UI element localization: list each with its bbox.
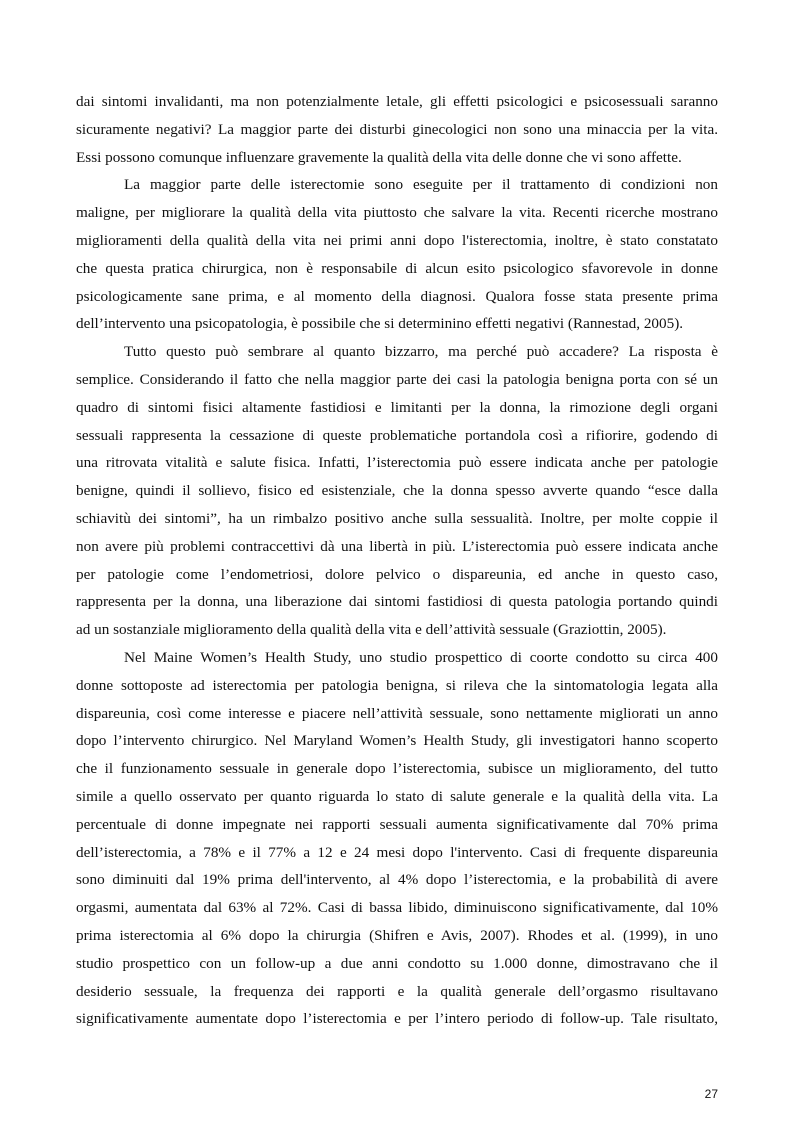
text-line: dispareunia, così come interesse e piacere nell’attività sessuale, sono nettamente migliorati un anno — [76, 704, 718, 722]
text-line: percentuale di donne impegnate nei rapporti sessuali aumenta significativamente dal 70% prima — [76, 815, 718, 833]
text-line: che il funzionamento sessuale in generale dopo l’isterectomia, subisce un miglioramento, del tutto — [76, 760, 718, 778]
text-line: una ritrovata vitalità e salute fisica. Infatti, l’isterectomia può essere indicata anche per patologie — [76, 454, 718, 472]
text-line: psicologicamente sane prima, e al momento della diagnosi. Qualora fosse stata presente prima — [76, 287, 718, 305]
text-line: Nel Maine Women’s Health Study, uno studio prospettico di coorte condotto su circa 400 — [124, 648, 718, 666]
body-text — [76, 88, 718, 1033]
text-line: non avere più problemi contraccettivi dà una libertà in più. L’isterectomia può essere indicata anche — [76, 537, 718, 555]
text-line: orgasmi, aumentata dal 63% al 72%. Casi di bassa libido, diminuiscono significativamente, dal 10% — [76, 899, 718, 917]
text-line: La maggior parte delle isterectomie sono eseguite per il trattamento di condizioni non — [124, 176, 718, 194]
text-line: ad un sostanziale miglioramento della qualità della vita e dell’attività sessuale (Graziottin, 2005). — [76, 621, 667, 639]
text-line: sessuali rappresenta la cessazione di queste problematiche portandola così a rifiorire, godendo di — [76, 426, 718, 444]
page-number: 27 — [704, 1087, 718, 1101]
text-line: maligne, per migliorare la qualità della vita piuttosto che salvare la vita. Recenti ricerche mostrano — [76, 204, 718, 222]
paragraph — [76, 171, 718, 338]
text-line: Tutto questo può sembrare al quanto bizzarro, ma perché può accadere? La risposta è — [124, 343, 718, 361]
text-line: semplice. Considerando il fatto che nella maggior parte dei casi la patologia benigna porta con sé un — [76, 370, 718, 388]
text-line: desiderio sessuale, la frequenza dei rapporti e la qualità generale dell’orgasmo risultavano — [76, 982, 718, 1000]
text-line: schiavitù dei sintomi”, ha un rimbalzo positivo anche sulla sessualità. Inoltre, per molte coppie il — [76, 509, 718, 527]
text-line: sono diminuiti dal 19% prima dell'intervento, al 4% dopo l’isterectomia, e la probabilità di avere — [76, 871, 718, 889]
paragraph — [76, 338, 718, 644]
text-line: donne sottoposte ad isterectomia per patologia benigna, si rileva che la sintomatologia legata alla — [76, 676, 718, 694]
text-line: Essi possono comunque influenzare gravemente la qualità della vita delle donne che vi sono affette. — [76, 148, 682, 166]
text-line: dell’isterectomia, a 78% e il 77% a 12 e 24 mesi dopo l'intervento. Casi di frequente dispareunia — [76, 843, 718, 861]
text-line: rappresenta per la donna, una liberazione dai sintomi fastidiosi di questa patologia portando quindi — [76, 593, 718, 611]
text-line: per patologie come l’endometriosi, dolore pelvico o dispareunia, ed anche in questo caso, — [76, 565, 718, 583]
text-line: dell’intervento una psicopatologia, è possibile che si determinino effetti negativi (Rannestad, 2005). — [76, 315, 684, 333]
text-line: prima isterectomia al 6% dopo la chirurgia (Shifren e Avis, 2007). Rhodes et al. (1999), in uno — [76, 926, 718, 944]
text-line: studio prospettico con un follow-up a due anni condotto su 1.000 donne, dimostravano che il — [76, 954, 718, 972]
text-line: che questa pratica chirurgica, non è responsabile di alcun esito psicologico sfavorevole in donne — [76, 259, 718, 277]
text-line: quadro di sintomi fisici altamente fastidiosi e limitanti per la donna, la rimozione degli organi — [76, 398, 718, 416]
text-line: sicuramente negativi? La maggior parte dei disturbi ginecologici non sono una minaccia per la vita. — [76, 120, 718, 138]
text-line: simile a quello osservato per quanto riguarda lo stato di salute generale e la qualità della vita. La — [76, 787, 718, 805]
text-line: significativamente aumentate dopo l’isterectomia e per l’intero periodo di follow-up. Tale risultato, — [76, 1010, 718, 1028]
text-line: miglioramenti della qualità della vita nei primi anni dopo l'isterectomia, inoltre, è stato constatato — [76, 231, 718, 249]
text-line: dai sintomi invalidanti, ma non potenzialmente letale, gli effetti psicologici e psicosessuali saranno — [76, 93, 718, 110]
paragraph — [76, 88, 718, 171]
text-line: dopo l’intervento chirurgico. Nel Maryland Women’s Health Study, gli investigatori hanno scoperto — [76, 732, 718, 750]
paragraph — [76, 644, 718, 1033]
text-line: benigne, quindi il sollievo, fisico ed esistenziale, che la donna spesso avverte quando “esce dalla — [76, 482, 718, 500]
